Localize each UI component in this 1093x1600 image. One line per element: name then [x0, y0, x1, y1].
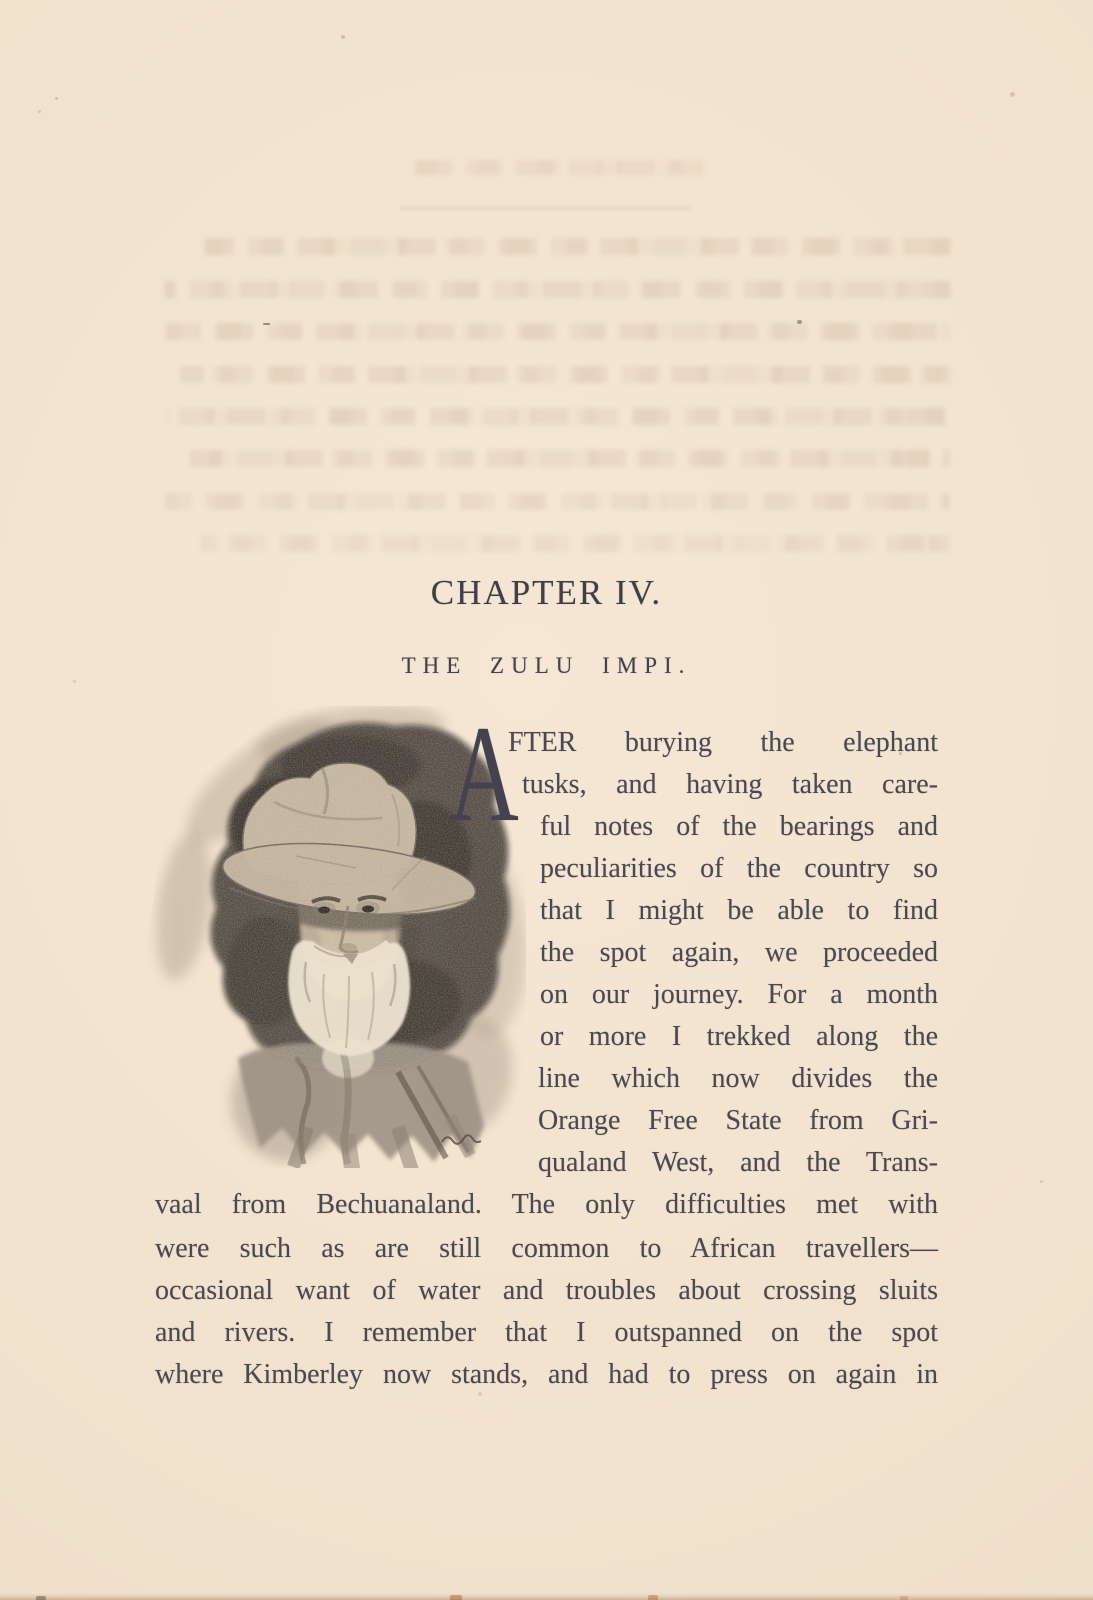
foxing-spot	[478, 1392, 482, 1396]
body-line: vaal from Bechuanaland. The only difficulties met with	[155, 1189, 938, 1220]
body-line: that I might be able to find	[540, 895, 938, 926]
foxing-spot	[1010, 92, 1015, 97]
edge-mark	[36, 1596, 46, 1600]
edge-mark	[648, 1595, 658, 1600]
body-line: Orange Free State from Gri-	[538, 1105, 938, 1136]
ink-speck	[797, 320, 802, 324]
bleedthrough-line	[190, 450, 950, 467]
page-bottom-edge	[0, 1593, 1093, 1600]
foxing-spot	[38, 110, 41, 113]
body-line: were such as are still common to African travellers—	[155, 1233, 938, 1264]
body-line: occasional want of water and troubles about crossing sluits	[155, 1275, 938, 1306]
foxing-spot	[341, 35, 345, 39]
drop-cap: A	[449, 697, 519, 850]
chapter-subtitle: THE ZULU IMPI.	[401, 653, 692, 678]
bleedthrough-line	[200, 535, 950, 552]
body-line: the spot again, we proceeded	[540, 937, 938, 968]
bleedthrough-line	[180, 366, 950, 383]
body-line: peculiarities of the country so	[540, 853, 938, 884]
bleedthrough-line	[165, 281, 950, 298]
foxing-spot	[899, 752, 902, 755]
body-line: tusks, and having taken care-	[522, 769, 938, 800]
body-line: qualand West, and the Trans-	[538, 1147, 938, 1178]
body-line: line which now divides the	[538, 1063, 938, 1094]
ink-speck	[263, 323, 270, 325]
bleedthrough-line	[165, 323, 950, 340]
body-line: ful notes of the bearings and	[540, 811, 938, 842]
bleedthrough-rule	[400, 207, 690, 210]
body-line: and rivers. I remember that I outspanned on the spot	[155, 1317, 938, 1348]
foxing-spot	[1040, 1180, 1043, 1183]
edge-mark	[450, 1595, 462, 1600]
body-line: or more I trekked along the	[540, 1021, 938, 1052]
body-line: on our journey. For a month	[540, 979, 938, 1010]
body-line: where Kimberley now stands, and had to press on again in	[155, 1359, 938, 1390]
edge-mark	[900, 1596, 908, 1600]
bleedthrough-line	[165, 493, 950, 510]
bleedthrough-line	[415, 160, 715, 175]
foxing-spot	[55, 97, 58, 100]
bleedthrough-line	[205, 238, 950, 255]
bleedthrough-line	[165, 408, 945, 425]
body-line: FTER burying the elephant	[508, 727, 938, 758]
chapter-title: CHAPTER IV.	[430, 573, 663, 612]
foxing-spot	[73, 680, 76, 683]
